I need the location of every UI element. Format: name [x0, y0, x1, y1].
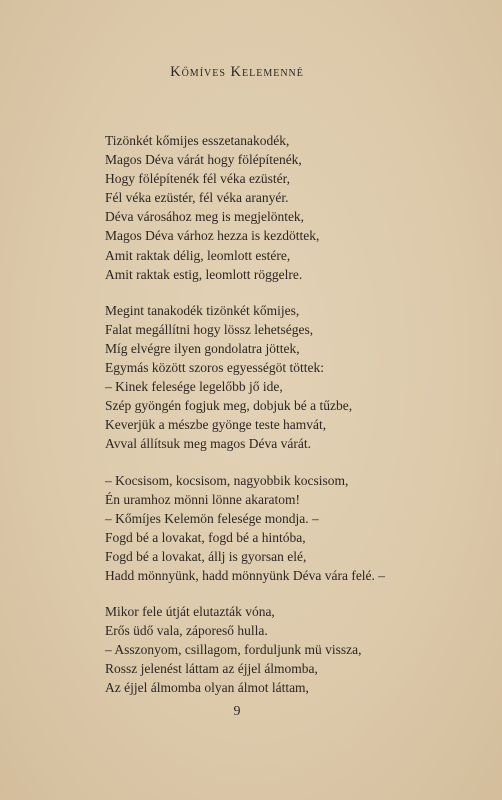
poem-line: Falat megállítni hogy lössz lehetséges,	[105, 321, 314, 337]
poem-line: Egymás között szoros egyességöt töttek:	[105, 360, 324, 376]
poem-line: Szép gyöngén fogjuk meg, dobjuk bé a tűzbe,	[105, 398, 353, 414]
poem-line: Mikor fele útját elutazták vóna,	[105, 604, 275, 620]
poem-line: – Kocsisom, kocsisom, nagyobbik kocsisom,	[105, 472, 349, 488]
stanza-2	[105, 301, 485, 454]
poem-line: – Kőmíjes Kelemön felesége mondja. –	[105, 510, 319, 526]
poem-line: Erős üdő vala, záporeső hulla.	[105, 623, 268, 639]
poem-line: – Kinek felesége legelőbb jő ide,	[105, 379, 283, 395]
poem-line: Rossz jelenést láttam az éjjel álmomba,	[105, 661, 318, 677]
poem-line: Az éjjel álmomba olyan álmot láttam,	[105, 680, 309, 696]
poem-line: Hogy fölépítenék fél véka ezüstér,	[105, 171, 291, 187]
poem-line: Déva városához meg is megjelöntek,	[105, 209, 305, 225]
poem-line: Hadd mönnyünk, hadd mönnyünk Déva vára felé. –	[105, 567, 386, 583]
stanza-1	[105, 131, 485, 284]
poem-line: Magos Déva várát hogy fölépítenék,	[105, 152, 302, 168]
poem-line: Avval állítsuk meg magos Déva várát.	[105, 436, 311, 452]
poem-line: Én uramhoz mönni lönne akaratom!	[105, 491, 300, 507]
page-number: 9	[233, 704, 241, 719]
poem-line: Amit raktak délig, leomlott estére,	[105, 247, 291, 263]
poem-line: Magos Déva várhoz hezza is kezdöttek,	[105, 228, 320, 244]
poem-line: Keverjük a mészbe gyönge teste hamvát,	[105, 417, 327, 433]
poem-line: Fogd bé a lovakat, fogd bé a hintóba,	[105, 529, 306, 545]
poem-body	[105, 131, 485, 715]
poem-title: Kőmíves Kelemenné	[170, 64, 304, 80]
stanza-3	[105, 471, 485, 586]
poem-line: – Asszonyom, csillagom, forduljunk mü vissza,	[105, 642, 362, 658]
poem-line: Amit raktak estig, leomlott röggelre.	[105, 266, 303, 282]
poem-line: Fél véka ezüstér, fél véka aranyér.	[105, 190, 289, 206]
poem-line: Megint tanakodék tizönkét kőmijes,	[105, 302, 300, 318]
poem-line: Tizönkét kőmijes esszetanakodék,	[105, 133, 290, 148]
stanza-4	[105, 602, 485, 697]
poem-line: Fogd bé a lovakat, állj is gyorsan elé,	[105, 548, 307, 564]
poem-line: Míg elvégre ilyen gondolatra jöttek,	[105, 340, 300, 356]
